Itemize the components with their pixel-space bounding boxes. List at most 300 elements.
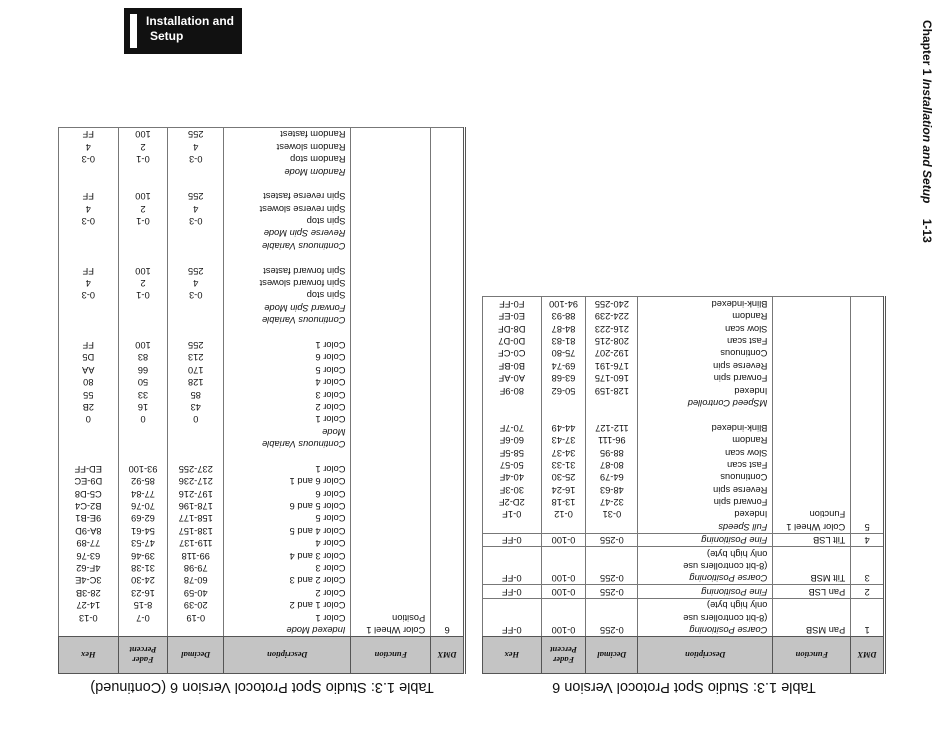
cell-line: 79-98 — [183, 563, 208, 574]
cell-line: Pan LSB — [808, 586, 846, 597]
cell-line: Color 3 and 4 — [289, 550, 346, 561]
cell-line: Tilt MSB — [810, 573, 846, 584]
cell-line: 88-93 — [551, 311, 576, 322]
cell-line: 4 — [864, 535, 870, 546]
cell-line: 255 — [188, 191, 204, 202]
cell-line: D5 — [82, 352, 95, 363]
cell-line: Full Speeds — [718, 521, 768, 532]
cell-line: 28-3B — [75, 587, 101, 598]
cell-line: F0-FF — [499, 298, 525, 309]
section-label: Installation and Setup — [920, 78, 934, 204]
cell-line: D8-DF — [498, 323, 526, 334]
cell-line — [173, 301, 218, 313]
cell-line: 2D-2F — [498, 497, 525, 508]
cell-line: only high byte) — [706, 600, 768, 611]
col-fader-percent — [541, 637, 586, 674]
col-fader-percent — [118, 637, 168, 674]
cell-line: 16 — [137, 401, 149, 412]
description-cell — [638, 533, 773, 546]
cell-line: only high byte) — [706, 548, 768, 559]
cell-line: 70-76 — [131, 501, 155, 512]
cell-line: Slow scan — [725, 323, 768, 334]
chapter-tab — [124, 8, 242, 54]
cell-line: 216-223 — [594, 323, 629, 334]
col-decimal: Decimal — [586, 637, 638, 674]
function-cell — [773, 547, 851, 585]
cell-line: 0-255 — [599, 535, 624, 546]
cell-line: 2B — [82, 401, 94, 412]
cell-line: 158-177 — [178, 513, 213, 524]
cell-line — [229, 252, 345, 264]
cell-line: 64-79 — [599, 472, 624, 483]
dmx-cell — [431, 127, 465, 636]
hex-cell — [483, 585, 542, 598]
cell-line — [124, 301, 163, 313]
cell-line: 255 — [188, 265, 204, 276]
cell-line — [64, 624, 113, 636]
cell-line: Coarse Positioning — [689, 573, 768, 584]
cell-line: 0-100 — [551, 586, 576, 597]
cell-line: 48-63 — [599, 484, 624, 495]
cell-line: 0-FF — [501, 535, 522, 546]
cell-line: Spin reverse slowest — [259, 203, 346, 214]
cell-line: 94-100 — [549, 298, 578, 309]
decimal-cell — [586, 297, 638, 533]
cell-line: 100 — [135, 191, 151, 202]
cell-line: 4 — [85, 278, 91, 289]
cell-line: 2 — [140, 141, 146, 152]
page-number: 1-13 — [920, 218, 934, 243]
cell-line — [64, 326, 113, 338]
dmx-cell — [851, 533, 885, 546]
cell-line: 70-7F — [499, 422, 524, 433]
cell-line: Color 5 — [315, 364, 346, 375]
cell-line: 80-87 — [599, 459, 624, 470]
cell-line: 58-5F — [499, 447, 524, 458]
cell-line — [229, 450, 345, 462]
cell-line: 63-76 — [76, 550, 101, 561]
cell-line: 237-255 — [178, 463, 213, 474]
cell-line: 0-255 — [599, 586, 624, 597]
cell-line: Reverse Spin Mode — [263, 228, 346, 239]
cell-line: 30-3F — [499, 484, 524, 495]
cell-line: 0-19 — [186, 612, 206, 623]
cell-line: 0 — [140, 414, 146, 425]
cell-line: 84-87 — [551, 323, 576, 334]
col-dmx: DMX — [851, 637, 885, 674]
table-right — [58, 127, 466, 674]
cell-line — [591, 409, 632, 421]
cell-line: ED-FF — [74, 463, 102, 474]
cell-line: 34-37 — [551, 447, 576, 458]
table-left — [482, 296, 886, 674]
cell-line — [173, 326, 218, 338]
cell-line: 4 — [193, 141, 199, 152]
cell-line: Indexed — [734, 509, 768, 520]
function-cell — [773, 585, 851, 598]
cell-line: 81-83 — [551, 336, 576, 347]
cell-line: Random — [732, 435, 768, 446]
col-fader: Fader — [132, 655, 154, 665]
decimal-cell — [586, 585, 638, 598]
cell-line: 255 — [188, 129, 204, 140]
cell-line: Position — [392, 612, 426, 623]
hex-cell — [483, 297, 542, 533]
decimal-cell — [168, 127, 224, 636]
cell-line — [64, 314, 113, 326]
cell-line: 14-27 — [76, 600, 101, 611]
cell-line: 16-23 — [131, 587, 155, 598]
cell-line: B0-BF — [498, 360, 525, 371]
cell-line — [547, 409, 581, 421]
cell-line — [229, 326, 345, 338]
table-row — [483, 547, 885, 585]
cell-line: 208-215 — [594, 336, 629, 347]
cell-line — [173, 624, 218, 636]
cell-line: 69-74 — [551, 360, 576, 371]
cell-line: C0-CF — [498, 348, 526, 359]
cell-line: 96-111 — [598, 435, 626, 446]
cell-line: 88-95 — [599, 447, 624, 458]
percent-cell — [541, 547, 586, 585]
cell-line: Spin forward slowest — [259, 278, 346, 289]
cell-line — [64, 301, 113, 313]
cell-line: D0-D7 — [498, 336, 526, 347]
cell-line: 83 — [137, 352, 149, 363]
col-hex: Hex — [483, 637, 542, 674]
cell-line — [124, 165, 163, 177]
cell-line: 0-255 — [599, 625, 624, 635]
cell-line: 192-207 — [594, 348, 629, 359]
cell-line: 40-4F — [499, 472, 524, 483]
hex-cell — [59, 127, 119, 636]
cell-line: Spin stop — [306, 216, 346, 227]
cell-line: 4 — [85, 141, 91, 152]
cell-line: 1 — [864, 625, 870, 635]
cell-line: Spin forward fastest — [263, 265, 346, 276]
cell-line: 0 — [193, 414, 199, 425]
cell-line: Spin reverse fastest — [263, 191, 346, 202]
cell-line: Reverse spin — [713, 360, 768, 371]
table-row — [59, 127, 465, 636]
running-header — [920, 20, 934, 243]
cell-line: Continuous Variable — [262, 315, 346, 326]
cell-line: 213 — [188, 352, 204, 363]
cell-line: 60-78 — [183, 575, 208, 586]
cell-line: 62-69 — [131, 513, 155, 524]
cell-line: 44-49 — [551, 422, 576, 433]
cell-line: 0-1F — [502, 509, 522, 520]
col-dmx: DMX — [431, 637, 465, 674]
dmx-cell — [851, 547, 885, 585]
cell-line: Mode — [322, 426, 346, 437]
cell-line: Color 2 — [315, 401, 346, 412]
cell-line: 0-7 — [136, 612, 150, 623]
cell-line: Coarse Positioning — [689, 625, 768, 635]
cell-line — [488, 397, 536, 409]
col-description: Description — [224, 637, 351, 674]
percent-cell — [541, 598, 586, 636]
cell-line: Fine Positioning — [701, 535, 768, 546]
cell-line: Color 1 — [315, 414, 346, 425]
cell-line — [591, 520, 632, 532]
cell-line: 0-1 — [136, 290, 150, 301]
cell-line — [124, 252, 163, 264]
cell-line: 85 — [190, 389, 201, 400]
cell-line: 4 — [85, 203, 91, 214]
cell-line: 0-3 — [81, 154, 96, 165]
cell-line: A0-AF — [498, 373, 525, 384]
cell-line: Random slowest — [276, 141, 346, 152]
cell-line — [64, 240, 113, 252]
cell-line — [64, 438, 113, 450]
cell-line — [547, 520, 581, 532]
percent-cell — [118, 127, 168, 636]
cell-line — [64, 425, 113, 437]
hex-cell — [483, 547, 542, 585]
cell-line: 0-3 — [81, 290, 96, 301]
cell-line: 24-30 — [131, 575, 155, 586]
cell-line: 170 — [188, 364, 204, 375]
chapter-tab-bar — [130, 14, 137, 48]
cell-line: 0-FF — [501, 573, 522, 584]
cell-line: Color 3 — [315, 389, 346, 400]
col-description: Description — [638, 637, 773, 674]
cell-line: 54-61 — [131, 525, 155, 536]
table-right-page — [58, 124, 466, 700]
cell-line: Fast scan — [727, 336, 768, 347]
cell-line: Color 6 — [315, 352, 346, 363]
cell-line: 99-118 — [181, 550, 210, 561]
cell-line: 4 — [193, 278, 199, 289]
col-percent: Percent — [550, 645, 577, 655]
cell-line: Color 1 and 2 — [289, 600, 346, 611]
cell-line: 128-159 — [594, 385, 629, 396]
cell-line — [64, 227, 113, 239]
dmx-cell — [851, 297, 885, 533]
cell-line: 40-59 — [183, 587, 208, 598]
cell-line: 160-175 — [594, 373, 629, 384]
cell-line: 224-239 — [594, 311, 629, 322]
cell-line — [124, 425, 163, 437]
cell-line: 0-FF — [501, 625, 522, 635]
cell-line: 9E-B1 — [75, 513, 102, 524]
cell-line: 80-9F — [499, 385, 524, 396]
function-cell — [351, 127, 431, 636]
cell-line: 138-157 — [178, 525, 213, 536]
cell-line: 37-43 — [551, 435, 576, 446]
cell-line — [488, 409, 536, 421]
cell-line: Color 5 and 6 — [289, 501, 346, 512]
cell-line: 32-47 — [599, 497, 624, 508]
cell-line: Fine Positioning — [701, 586, 768, 597]
cell-line: 50-62 — [551, 385, 576, 396]
cell-line — [124, 227, 163, 239]
cell-line: Random fastest — [280, 129, 346, 140]
cell-line: FF — [82, 340, 94, 351]
cell-line: Random — [732, 311, 768, 322]
percent-cell — [541, 585, 586, 598]
table-row — [483, 533, 885, 546]
col-function: Function — [773, 637, 851, 674]
cell-line: Continuous Variable — [262, 439, 346, 450]
cell-line — [124, 438, 163, 450]
cell-line: 33 — [137, 389, 149, 400]
cell-line: 8-15 — [133, 600, 153, 611]
description-cell — [638, 297, 773, 533]
cell-line: 0-3 — [189, 154, 203, 165]
cell-line: Blink-indexed — [711, 422, 768, 433]
cell-line: 75-80 — [551, 348, 576, 359]
function-cell — [773, 533, 851, 546]
cell-line — [547, 397, 581, 409]
cell-line: Color 6 and 1 — [289, 476, 346, 487]
col-function: Function — [351, 637, 431, 674]
cell-line: 2 — [864, 586, 870, 597]
cell-line: 100 — [135, 265, 151, 276]
cell-line: 39-46 — [131, 550, 155, 561]
cell-line: 20-39 — [183, 600, 208, 611]
cell-line — [64, 252, 113, 264]
decimal-cell — [586, 533, 638, 546]
cell-line: 0-255 — [599, 573, 624, 584]
cell-line: Forward Spin Mode — [264, 302, 346, 313]
cell-line — [643, 409, 767, 421]
cell-line — [173, 252, 218, 264]
cell-line: Color 1 — [315, 340, 346, 351]
cell-line: FF — [82, 265, 94, 276]
cell-line: 3 — [864, 573, 870, 584]
cell-line: Continuous Variable — [262, 240, 346, 251]
cell-line: 55 — [83, 389, 94, 400]
cell-line: Forward spin — [713, 373, 768, 384]
cell-line: Slow scan — [725, 447, 768, 458]
cell-line: 176-191 — [594, 360, 629, 371]
cell-line: 6 — [444, 625, 450, 635]
cell-line — [173, 240, 218, 252]
cell-line: 100 — [135, 340, 151, 351]
cell-line: E0-EF — [498, 311, 525, 322]
cell-line: FF — [82, 129, 94, 140]
cell-line — [124, 240, 163, 252]
cell-line — [64, 165, 113, 177]
cell-line: Continuous — [720, 472, 768, 483]
cell-line: Blink-indexed — [711, 298, 768, 309]
cell-line: 0-1 — [136, 154, 150, 165]
cell-line: Random stop — [290, 154, 346, 165]
description-cell — [224, 127, 351, 636]
cell-line: 8A-9D — [75, 525, 102, 536]
cell-line: 63-68 — [551, 373, 576, 384]
cell-line: 0-31 — [602, 509, 622, 520]
chapter-tab-line2: Setup — [150, 29, 184, 43]
cell-line: Color Wheel 1 — [366, 625, 426, 635]
cell-line: 0-12 — [554, 509, 573, 520]
cell-line: (8-bit controllers use — [683, 612, 768, 623]
cell-line: 47-53 — [131, 538, 155, 549]
cell-line: Color 5 — [315, 513, 346, 524]
cell-line: Color 6 — [315, 488, 346, 499]
percent-cell — [541, 533, 586, 546]
cell-line: Color 3 — [315, 563, 346, 574]
cell-line: 13-18 — [551, 497, 576, 508]
hex-cell — [483, 533, 542, 546]
cell-line: 2 — [140, 278, 146, 289]
table-row — [483, 585, 885, 598]
cell-line: Color 4 and 5 — [289, 525, 346, 536]
cell-line: (8-bit controllers use — [683, 561, 768, 572]
cell-line: 0-3 — [189, 290, 203, 301]
cell-line: Color 2 — [315, 587, 346, 598]
decimal-cell — [586, 547, 638, 585]
col-hex: Hex — [59, 637, 119, 674]
cell-line: 0-1 — [136, 216, 150, 227]
cell-line: Color 1 — [315, 463, 346, 474]
cell-line — [64, 450, 113, 462]
cell-line: 0-FF — [501, 586, 522, 597]
table-row — [483, 598, 885, 636]
cell-line: Function — [809, 509, 846, 520]
chapter-tab-line1: Installation and — [146, 14, 235, 28]
cell-line: Pan MSB — [805, 625, 846, 635]
cell-line: 4 — [193, 203, 199, 214]
cell-line — [124, 178, 163, 190]
cell-line: 0-100 — [551, 625, 576, 635]
cell-line — [229, 178, 345, 190]
cell-line: 50 — [137, 377, 149, 388]
cell-line: Spin stop — [306, 290, 346, 301]
cell-line: 100 — [135, 129, 151, 140]
cell-line — [124, 450, 163, 462]
cell-line — [173, 178, 218, 190]
col-decimal: Decimal — [168, 637, 224, 674]
cell-line — [124, 314, 163, 326]
cell-line: 217-236 — [178, 476, 213, 487]
cell-line: Random Mode — [284, 166, 346, 177]
cell-line — [591, 397, 632, 409]
cell-line: 77-84 — [131, 488, 155, 499]
hex-cell — [483, 598, 542, 636]
cell-line: Color 1 — [315, 612, 346, 623]
cell-line: 255 — [188, 340, 204, 351]
cell-line: 80 — [83, 377, 94, 388]
cell-line: 240-255 — [594, 298, 629, 309]
description-cell — [638, 585, 773, 598]
cell-line: Color 4 — [315, 377, 346, 388]
cell-line: 0-13 — [79, 612, 98, 623]
cell-line — [173, 314, 218, 326]
table-left-page — [482, 258, 886, 700]
cell-line: Color 4 — [315, 538, 346, 549]
cell-line: 5 — [864, 521, 870, 532]
cell-line: 93-100 — [128, 463, 158, 474]
cell-line: 0 — [85, 414, 91, 425]
col-percent: Percent — [129, 645, 157, 655]
cell-line: 85-92 — [131, 476, 155, 487]
description-cell — [638, 547, 773, 585]
cell-line: 0-100 — [551, 573, 576, 584]
cell-line: Indexed Mode — [286, 625, 346, 635]
cell-line: Color Wheel 1 — [786, 521, 846, 532]
cell-line: Fast scan — [727, 459, 768, 470]
cell-line: AA — [82, 364, 95, 375]
percent-cell — [541, 297, 586, 533]
cell-line: C5-D8 — [74, 488, 102, 499]
cell-line — [124, 326, 163, 338]
cell-line: 0-3 — [81, 216, 96, 227]
cell-line: 66 — [137, 364, 149, 375]
cell-line: 178-196 — [178, 501, 213, 512]
